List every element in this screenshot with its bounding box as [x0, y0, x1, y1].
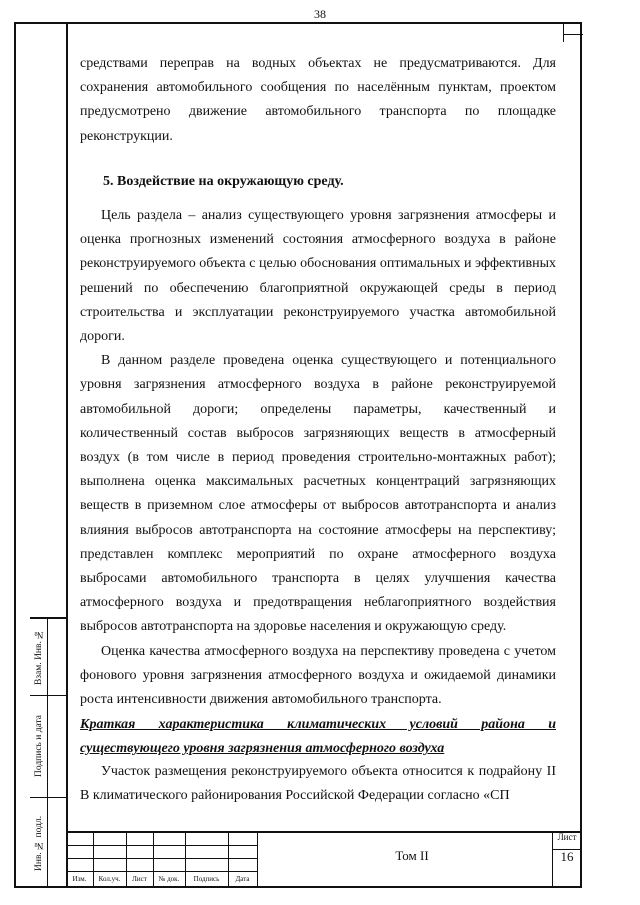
- section-heading: 5. Воздействие на окружающую среду.: [103, 174, 344, 189]
- paragraph-assessment: В данном разделе проведена оценка существующего и потенциального уровня загрязнения атмосферного воздуха в районе реконструируемой автомобильной дороги; определены параметры, качественный и количественный состав выбросов загрязняющих веществ в атмосферный воздух (в том числе в период проведения строительно-монтажных работ); выполнена оценка максимальных расчетных концентраций загрязняющих веществ в приземном слое атмосферы от выбросов автотранспорта и анализ влияния выбросов автотранспорта на состояние атмосферы на перспективу; представлен комплекс мероприятий по охране атмосферного воздуха выбросами автомобильного транспорта в целях улучшения качества атмосферного воздуха и предотвращения неблагоприятного воздействия выбросов автотранспорта на здоровье населения и окружающую среду.: [80, 353, 556, 635]
- stamp-signature-date-label: Подпись и дата: [34, 715, 44, 778]
- tb-list-label: Лист: [132, 875, 147, 883]
- main-text-block: [80, 204, 556, 712]
- tb-doc-no-label: № док.: [158, 875, 180, 883]
- climate-subheading: Краткая характеристика климатических условий района и существующего уровня загрязнения атмосферного воздуха: [80, 717, 556, 757]
- paragraph-climate: Участок размещения реконструируемого объекта относится к подрайону II В климатического районирования Российской Федерации согласно «СП: [80, 764, 556, 804]
- paragraph-quality: Оценка качества атмосферного воздуха на перспективу проведена с учетом фонового уровня загрязнения атмосферного воздуха и ожидаемой динамики роста интенсивности движения автомобильного транспорта.: [80, 643, 556, 708]
- frame-corner-tick: [563, 34, 574, 42]
- paragraph-purpose: Цель раздела – анализ существующего уровня загрязнения атмосферы и оценка прогнозных изменений состояния атмосферного воздуха в районе реконструируемого объекта с целью обоснования оптимальных и эффективных решений по обеспечению благоприятной окружающей среды в период строительства и эксплуатации реконструируемого участка автомобильной дороги.: [80, 208, 556, 345]
- stamp-inv-label: Инв. № подл.: [34, 815, 44, 872]
- tb-signature-label: Подпись: [193, 875, 220, 883]
- volume-label: Том II: [395, 848, 429, 863]
- tb-kol-uch-label: Кол.уч.: [98, 875, 121, 883]
- climate-text-block: [80, 760, 556, 808]
- intro-paragraph-block: [80, 52, 556, 149]
- sheet-number: 16: [560, 849, 574, 864]
- intro-paragraph: средствами переправ на водных объектах не предусматриваются. Для сохранения автомобильного сообщения по населённым пунктам, проектом предусмотрено движение автомобильного транспорта по площадке реконструкции.: [80, 56, 556, 144]
- page-number: 38: [314, 7, 326, 21]
- sheet-label: Лист: [557, 832, 577, 842]
- stamp-vzam-label: Взам. Инв. №: [34, 628, 44, 686]
- tb-date-label: Дата: [235, 875, 250, 883]
- side-stamp: [30, 617, 66, 888]
- tb-izm-label: Изм.: [72, 875, 87, 883]
